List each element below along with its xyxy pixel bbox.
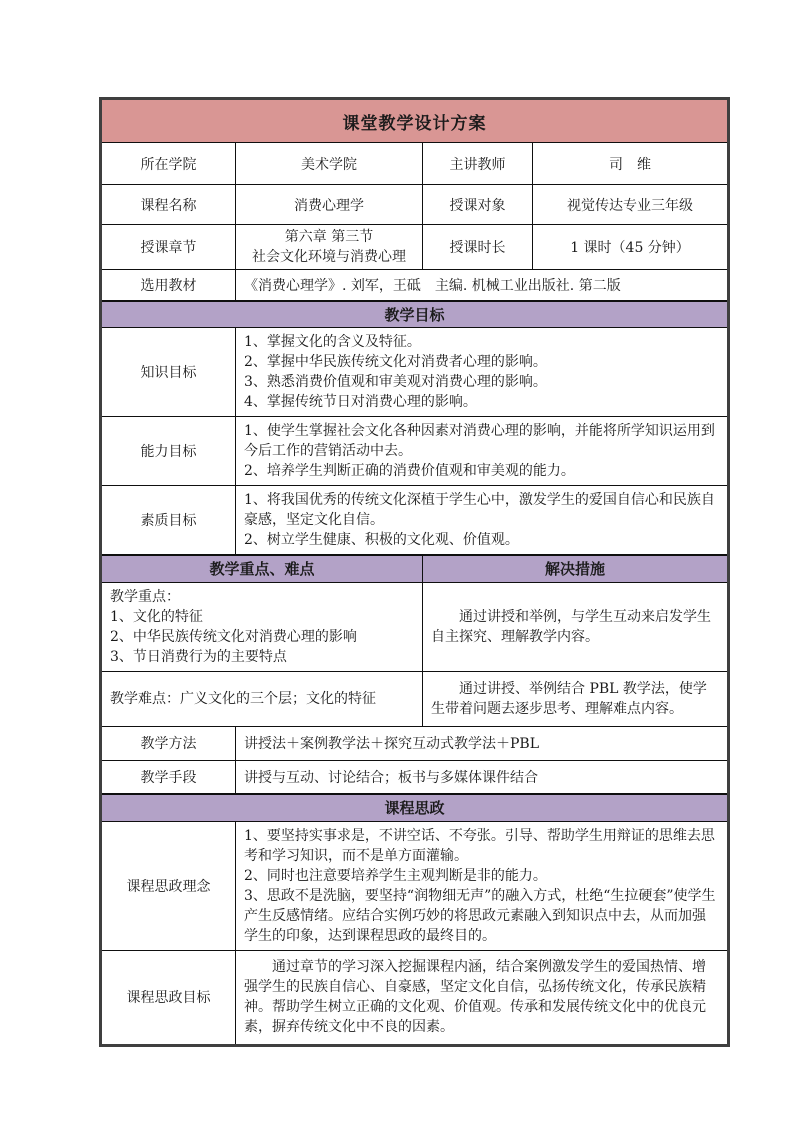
label-textbook: 选用教材	[101, 270, 236, 301]
page-title: 课堂教学设计方案	[101, 99, 729, 143]
label-ideology-goal: 课程思政目标	[101, 950, 236, 1045]
label-ability-objective: 能力目标	[101, 417, 236, 486]
table-row	[101, 486, 729, 556]
value-teaching-means: 讲授与互动、讨论结合；板书与多媒体课件结合	[236, 760, 729, 794]
label-college: 所在学院	[101, 143, 236, 185]
objective-line: 4、掌握传统节日对消费心理的影响。	[244, 394, 477, 410]
key-points-content	[101, 582, 423, 671]
label-audience: 授课对象	[423, 185, 533, 225]
section-header-solutions: 解决措施	[423, 555, 729, 582]
label-chapter: 授课章节	[101, 225, 236, 270]
table-row	[101, 328, 729, 417]
value-audience: 视觉传达专业三年级	[533, 185, 729, 225]
label-quality-objective: 素质目标	[101, 486, 236, 556]
key-point-line: 3、节日消费行为的主要特点	[110, 648, 287, 665]
ideology-concept-content	[236, 821, 729, 950]
ideology-line: 1、要坚持实事求是，不讲空话、不夸张。引导、帮助学生用辩证的思维去思考和学习知识，而不是单方面灌输。	[244, 827, 715, 864]
quality-objective-content	[236, 486, 729, 556]
table-row	[101, 417, 729, 486]
solution-content	[423, 671, 729, 726]
objective-line: 1、掌握文化的含义及特征。	[244, 334, 421, 350]
table-row	[101, 185, 729, 225]
chapter-line-2: 社会文化环境与消费心理	[252, 249, 406, 265]
ideology-line: 2、同时也注意要培养学生主观判断是非的能力。	[244, 867, 547, 884]
label-course-name: 课程名称	[101, 185, 236, 225]
key-point-line: 1、文化的特征	[110, 608, 203, 625]
objective-line: 1、将我国优秀的传统文化深植于学生心中，激发学生的爱国自信心和民族自豪感，坚定文化自信。	[244, 492, 715, 528]
difficulty-line: 教学难点：广义文化的三个层；文化的特征	[110, 690, 376, 707]
section-header-key-points: 教学重点、难点	[101, 555, 423, 582]
value-chapter	[236, 225, 423, 270]
ideology-goal-content	[236, 950, 729, 1045]
section-header-ideology: 课程思政	[101, 794, 729, 821]
table-row	[101, 821, 729, 950]
section-header-objectives: 教学目标	[101, 301, 729, 328]
label-teaching-method: 教学方法	[101, 726, 236, 760]
ability-objective-content	[236, 417, 729, 486]
objective-line: 3、熟悉消费价值观和审美观对消费心理的影响。	[244, 374, 547, 390]
difficulties-content	[101, 671, 423, 726]
label-lecturer: 主讲教师	[423, 143, 533, 185]
objective-line: 2、培养学生判断正确的消费价值观和审美观的能力。	[244, 463, 575, 479]
chapter-line-1: 第六章 第三节	[284, 229, 374, 245]
label-teaching-means: 教学手段	[101, 760, 236, 794]
value-lecturer: 司 维	[533, 143, 729, 185]
label-ideology-concept: 课程思政理念	[101, 821, 236, 950]
value-textbook: 《消费心理学》. 刘军，王砥 主编. 机械工业出版社. 第二版	[236, 270, 729, 301]
table-row	[101, 760, 729, 794]
ideology-goal-text: 通过章节的学习深入挖掘课程内涵，结合案例激发学生的爱国热情、增强学生的民族自信心、自豪感，坚定文化自信，弘扬传统文化，传承民族精神。帮助学生树立正确的文化观、价值观。传承和发展传统文化中的优良元素，摒弃传统文化中不良的因素。	[244, 959, 706, 1035]
value-duration: 1 课时（45 分钟）	[533, 225, 729, 270]
table-row	[101, 143, 729, 185]
table-row	[101, 582, 729, 671]
key-point-line: 教学重点：	[110, 588, 180, 605]
value-college: 美术学院	[236, 143, 423, 185]
table-row	[101, 726, 729, 760]
solution-text: 通过讲授、举例结合 PBL 教学法，使学生带着问题去逐步思考、理解难点内容。	[431, 680, 707, 717]
table-row	[101, 671, 729, 726]
table-row	[101, 270, 729, 301]
objective-line: 1、使学生掌握社会文化各种因素对消费心理的影响，并能将所学知识运用到今后工作的营销活动中去。	[244, 423, 715, 459]
knowledge-objective-content	[236, 328, 729, 417]
teaching-design-table	[99, 97, 730, 1047]
value-teaching-method: 讲授法＋案例教学法＋探究互动式教学法＋PBL	[236, 726, 729, 760]
objective-line: 2、掌握中华民族传统文化对消费者心理的影响。	[244, 354, 547, 370]
objective-line: 2、树立学生健康、积极的文化观、价值观。	[244, 532, 519, 548]
label-duration: 授课时长	[423, 225, 533, 270]
table-row	[101, 950, 729, 1045]
solution-content	[423, 582, 729, 671]
value-course-name: 消费心理学	[236, 185, 423, 225]
table-row	[101, 225, 729, 270]
label-knowledge-objective: 知识目标	[101, 328, 236, 417]
ideology-line: 3、思政不是洗脑，要坚持“润物细无声”的融入方式，杜绝“生拉硬套”使学生产生反感情绪。应结合实例巧妙的将思政元素融入到知识点中去，从而加强学生的印象，达到课程思政的最终目的。	[244, 887, 716, 944]
solution-text: 通过讲授和举例，与学生互动来启发学生自主探究、理解教学内容。	[431, 608, 711, 645]
key-point-line: 2、中华民族传统文化对消费心理的影响	[110, 628, 357, 645]
